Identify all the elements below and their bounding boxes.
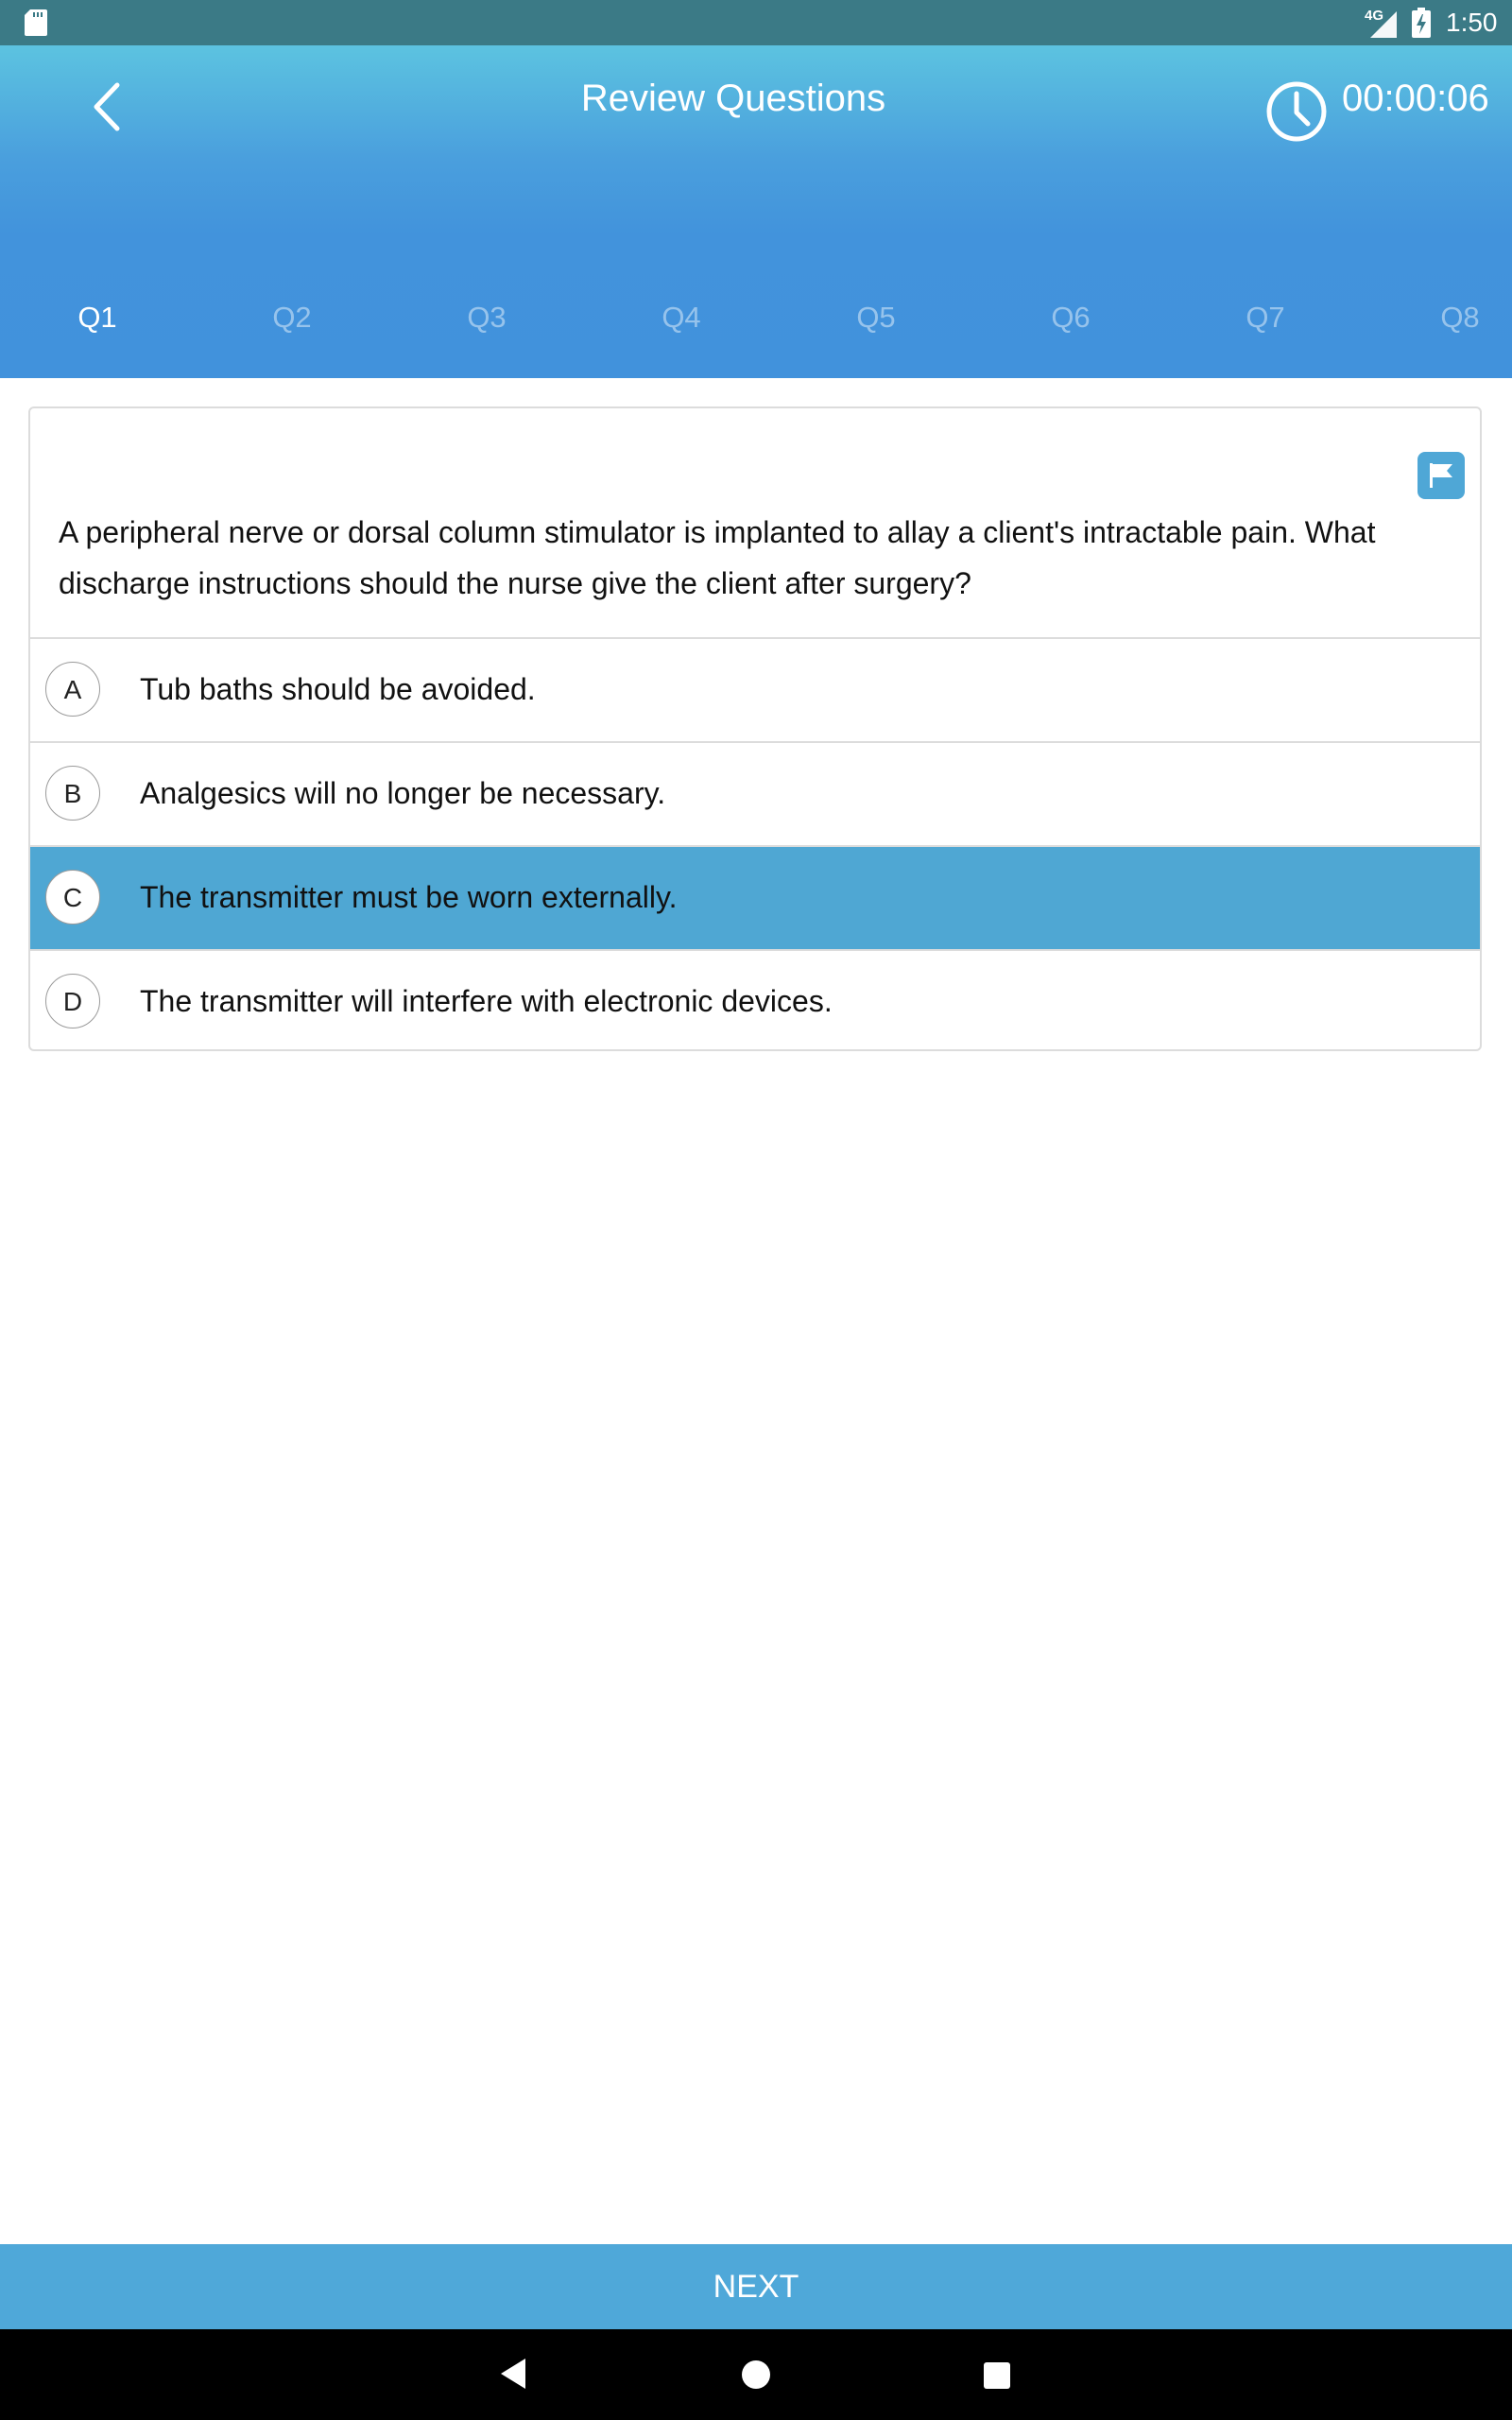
option-text-b: Analgesics will no longer be necessary. — [140, 776, 666, 810]
option-b[interactable] — [30, 741, 1480, 845]
tab-q7[interactable]: Q7 — [1246, 301, 1285, 334]
nav-home-icon[interactable] — [741, 2360, 771, 2390]
signal-icon — [1368, 9, 1397, 38]
option-letter-a: A — [45, 662, 100, 717]
option-letter-d: D — [45, 974, 100, 1028]
tab-q5[interactable]: Q5 — [856, 301, 896, 334]
status-bar — [0, 0, 1512, 45]
flag-button[interactable] — [1418, 452, 1465, 499]
system-navigation-bar — [0, 2329, 1512, 2420]
status-clock: 1:50 — [1446, 8, 1498, 37]
option-letter-b: B — [45, 766, 100, 821]
tab-q6[interactable]: Q6 — [1051, 301, 1091, 334]
tab-q2[interactable]: Q2 — [272, 301, 312, 334]
option-c[interactable] — [30, 845, 1480, 949]
sd-card-icon — [25, 9, 47, 36]
tab-q1[interactable]: Q1 — [77, 301, 117, 334]
option-text-d: The transmitter will interfere with electronic devices. — [140, 984, 833, 1018]
flag-icon — [1428, 461, 1454, 490]
question-text: A peripheral nerve or dorsal column stimulator is implanted to allay a client's intractable pain. What discharge instructions should the nurse give the client after surgery? — [59, 515, 1376, 600]
option-text-c: The transmitter must be worn externally. — [140, 880, 678, 914]
question-card — [28, 406, 1482, 1051]
page-title: Review Questions — [580, 78, 886, 119]
tab-q4[interactable]: Q4 — [662, 301, 701, 334]
timer-value: 00:00:06 — [1342, 78, 1489, 119]
option-d[interactable] — [30, 949, 1480, 1049]
option-a[interactable] — [30, 637, 1480, 741]
network-type-label: 4G — [1365, 8, 1384, 24]
next-button[interactable]: NEXT — [0, 2244, 1512, 2329]
option-letter-c: C — [45, 870, 100, 925]
question-tabs — [0, 250, 1512, 378]
clock-icon — [1264, 79, 1329, 144]
tab-q3[interactable]: Q3 — [467, 301, 507, 334]
tab-q8[interactable]: Q8 — [1440, 301, 1480, 334]
nav-back-icon[interactable] — [499, 2358, 527, 2390]
app-header — [0, 45, 1512, 378]
battery-charging-icon — [1412, 8, 1431, 38]
nav-recents-icon[interactable] — [983, 2361, 1011, 2390]
option-text-a: Tub baths should be avoided. — [140, 672, 536, 706]
